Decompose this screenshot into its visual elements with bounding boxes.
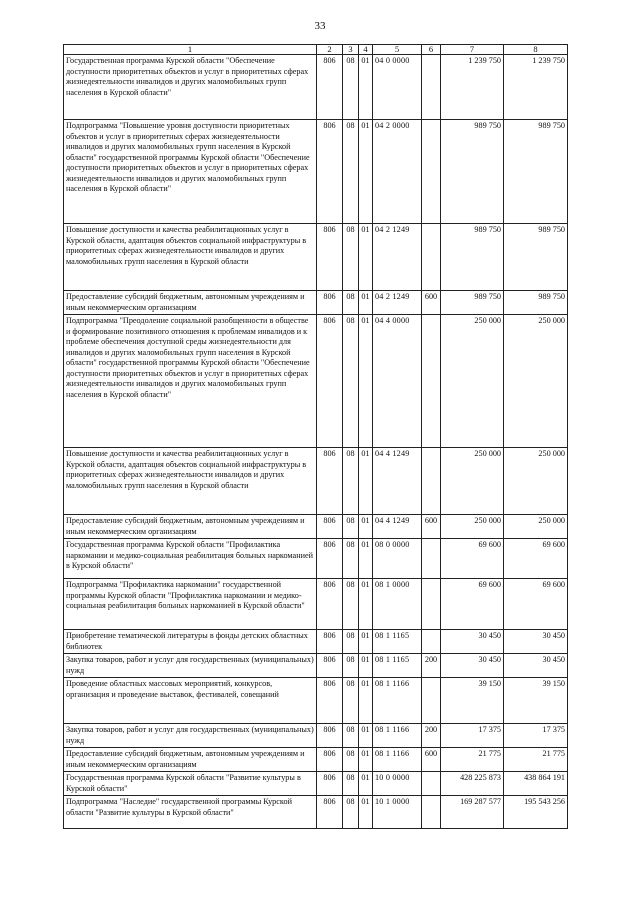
amount-year-1: 250 000 [441, 515, 504, 539]
ministry-code: 806 [317, 748, 343, 772]
subsection-code: 01 [359, 539, 373, 579]
table-row [64, 448, 568, 515]
amount-year-2: 69 600 [504, 579, 568, 630]
amount-year-1: 989 750 [441, 120, 504, 224]
column-header: 8 [504, 45, 568, 55]
section-code: 08 [343, 55, 359, 120]
section-code: 08 [343, 579, 359, 630]
subsection-code: 01 [359, 120, 373, 224]
section-code: 08 [343, 291, 359, 315]
amount-year-2: 195 543 256 [504, 796, 568, 829]
expense-type-code [422, 224, 441, 291]
target-article-code: 10 1 0000 [373, 796, 422, 829]
subsection-code: 01 [359, 579, 373, 630]
amount-year-1: 39 150 [441, 678, 504, 724]
target-article-code: 08 1 1165 [373, 630, 422, 654]
amount-year-2: 21 775 [504, 748, 568, 772]
budget-item-name: Приобретение тематической литературы в фонды детских областных библиотек [64, 630, 317, 654]
section-code: 08 [343, 654, 359, 678]
subsection-code: 01 [359, 748, 373, 772]
column-header: 5 [373, 45, 422, 55]
expense-type-code: 600 [422, 291, 441, 315]
section-code: 08 [343, 796, 359, 829]
table-row [64, 120, 568, 224]
expense-type-code: 200 [422, 724, 441, 748]
amount-year-2: 989 750 [504, 291, 568, 315]
budget-item-name: Государственная программа Курской области "Обеспечение доступности приоритетных объектов и услуг в приоритетных сферах жизнедеятельности инвалидов и других маломобильных групп населения в Курской области" [64, 55, 317, 120]
amount-year-1: 21 775 [441, 748, 504, 772]
table-row [64, 291, 568, 315]
amount-year-1: 250 000 [441, 315, 504, 448]
ministry-code: 806 [317, 678, 343, 724]
budget-item-name: Закупка товаров, работ и услуг для государственных (муниципальных) нужд [64, 724, 317, 748]
target-article-code: 04 2 0000 [373, 120, 422, 224]
amount-year-1: 169 287 577 [441, 796, 504, 829]
column-header: 1 [64, 45, 317, 55]
expense-type-code: 200 [422, 654, 441, 678]
budget-item-name: Подпрограмма "Профилактика наркомании" государственной программы Курской области "Профилактика наркомании и медико-социальная реабилитация больных наркоманией в Курской области" [64, 579, 317, 630]
target-article-code: 08 1 1166 [373, 678, 422, 724]
subsection-code: 01 [359, 796, 373, 829]
amount-year-1: 30 450 [441, 654, 504, 678]
target-article-code: 04 0 0000 [373, 55, 422, 120]
table-row [64, 224, 568, 291]
budget-item-name: Предоставление субсидий бюджетным, автономным учреждениям и иным некоммерческим организациям [64, 748, 317, 772]
amount-year-2: 250 000 [504, 515, 568, 539]
target-article-code: 04 4 0000 [373, 315, 422, 448]
amount-year-2: 30 450 [504, 654, 568, 678]
budget-item-name: Предоставление субсидий бюджетным, автономным учреждениям и иным некоммерческим организациям [64, 291, 317, 315]
ministry-code: 806 [317, 796, 343, 829]
budget-item-name: Повышение доступности и качества реабилитационных услуг в Курской области, адаптация объектов социальной инфраструктуры в приоритетных сферах жизнедеятельности инвалидов и других маломобильных групп населения в Курской области [64, 224, 317, 291]
column-number-header-row [64, 45, 568, 55]
expense-type-code [422, 315, 441, 448]
amount-year-1: 17 375 [441, 724, 504, 748]
subsection-code: 01 [359, 654, 373, 678]
table-row [64, 55, 568, 120]
table-row [64, 724, 568, 748]
ministry-code: 806 [317, 654, 343, 678]
ministry-code: 806 [317, 120, 343, 224]
table-row [64, 315, 568, 448]
amount-year-2: 1 239 750 [504, 55, 568, 120]
amount-year-2: 989 750 [504, 224, 568, 291]
expense-type-code [422, 539, 441, 579]
column-header: 2 [317, 45, 343, 55]
ministry-code: 806 [317, 55, 343, 120]
amount-year-1: 989 750 [441, 291, 504, 315]
target-article-code: 04 2 1249 [373, 224, 422, 291]
table-row [64, 515, 568, 539]
amount-year-2: 250 000 [504, 315, 568, 448]
amount-year-2: 39 150 [504, 678, 568, 724]
budget-item-name: Закупка товаров, работ и услуг для государственных (муниципальных) нужд [64, 654, 317, 678]
budget-table [63, 44, 568, 829]
table-row [64, 772, 568, 796]
table-row [64, 579, 568, 630]
section-code: 08 [343, 224, 359, 291]
amount-year-2: 69 600 [504, 539, 568, 579]
subsection-code: 01 [359, 224, 373, 291]
target-article-code: 04 4 1249 [373, 448, 422, 515]
target-article-code: 10 0 0000 [373, 772, 422, 796]
target-article-code: 08 1 1165 [373, 654, 422, 678]
amount-year-2: 438 864 191 [504, 772, 568, 796]
ministry-code: 806 [317, 579, 343, 630]
target-article-code: 04 2 1249 [373, 291, 422, 315]
section-code: 08 [343, 120, 359, 224]
expense-type-code [422, 120, 441, 224]
amount-year-2: 989 750 [504, 120, 568, 224]
amount-year-1: 428 225 873 [441, 772, 504, 796]
budget-item-name: Подпрограмма "Повышение уровня доступности приоритетных объектов и услуг в приоритетных сферах жизнедеятельности инвалидов и других маломобильных групп населения в Курской области" государственной программы Курской области "Обеспечение доступности приоритетных объектов и услуг в приоритетных сферах жизнедеятельности инвалидов и других маломобильных групп населения в Курской области" [64, 120, 317, 224]
subsection-code: 01 [359, 315, 373, 448]
amount-year-2: 250 000 [504, 448, 568, 515]
expense-type-code [422, 448, 441, 515]
target-article-code: 08 1 0000 [373, 579, 422, 630]
column-header: 3 [343, 45, 359, 55]
subsection-code: 01 [359, 724, 373, 748]
column-header: 6 [422, 45, 441, 55]
subsection-code: 01 [359, 515, 373, 539]
amount-year-1: 69 600 [441, 579, 504, 630]
subsection-code: 01 [359, 291, 373, 315]
target-article-code: 08 1 1166 [373, 748, 422, 772]
budget-item-name: Проведение областных массовых мероприятий, конкурсов, организация и проведение выставок, фестивалей, совещаний [64, 678, 317, 724]
section-code: 08 [343, 724, 359, 748]
ministry-code: 806 [317, 539, 343, 579]
expense-type-code [422, 772, 441, 796]
section-code: 08 [343, 748, 359, 772]
budget-item-name: Государственная программа Курской области "Развитие культуры в Курской области" [64, 772, 317, 796]
target-article-code: 08 1 1166 [373, 724, 422, 748]
budget-item-name: Государственная программа Курской области "Профилактика наркомании и медико-социальная реабилитация больных наркоманией в Курской области" [64, 539, 317, 579]
table-row [64, 630, 568, 654]
target-article-code: 04 4 1249 [373, 515, 422, 539]
section-code: 08 [343, 630, 359, 654]
amount-year-2: 17 375 [504, 724, 568, 748]
ministry-code: 806 [317, 772, 343, 796]
budget-item-name: Повышение доступности и качества реабилитационных услуг в Курской области, адаптация объектов социальной инфраструктуры в приоритетных сферах жизнедеятельности инвалидов и других маломобильных групп населения в Курской области [64, 448, 317, 515]
expense-type-code [422, 796, 441, 829]
subsection-code: 01 [359, 55, 373, 120]
table-row [64, 748, 568, 772]
amount-year-1: 250 000 [441, 448, 504, 515]
expense-type-code: 600 [422, 748, 441, 772]
expense-type-code [422, 579, 441, 630]
budget-item-name: Подпрограмма "Наследие" государственной программы Курской области "Развитие культуры в Курской области" [64, 796, 317, 829]
section-code: 08 [343, 678, 359, 724]
section-code: 08 [343, 448, 359, 515]
subsection-code: 01 [359, 678, 373, 724]
page-number: 33 [314, 20, 326, 32]
table-row [64, 678, 568, 724]
amount-year-2: 30 450 [504, 630, 568, 654]
ministry-code: 806 [317, 315, 343, 448]
subsection-code: 01 [359, 772, 373, 796]
ministry-code: 806 [317, 724, 343, 748]
budget-item-name: Предоставление субсидий бюджетным, автономным учреждениям и иным некоммерческим организациям [64, 515, 317, 539]
column-header: 7 [441, 45, 504, 55]
amount-year-1: 30 450 [441, 630, 504, 654]
amount-year-1: 1 239 750 [441, 55, 504, 120]
section-code: 08 [343, 772, 359, 796]
table-row [64, 539, 568, 579]
expense-type-code [422, 678, 441, 724]
expense-type-code: 600 [422, 515, 441, 539]
section-code: 08 [343, 539, 359, 579]
section-code: 08 [343, 515, 359, 539]
ministry-code: 806 [317, 291, 343, 315]
budget-item-name: Подпрограмма "Преодоление социальной разобщенности в обществе и формирование позитивного отношения к проблемам инвалидов и к проблеме обеспечения доступной среды жизнедеятельности для инвалидов и других маломобильных групп населения в Курской области" государственной программы Курской области "Обеспечение доступности приоритетных объектов и услуг в приоритетных сферах жизнедеятельности инвалидов и других маломобильных групп населения в Курской области" [64, 315, 317, 448]
ministry-code: 806 [317, 224, 343, 291]
target-article-code: 08 0 0000 [373, 539, 422, 579]
section-code: 08 [343, 315, 359, 448]
amount-year-1: 989 750 [441, 224, 504, 291]
expense-type-code [422, 55, 441, 120]
ministry-code: 806 [317, 630, 343, 654]
expense-type-code [422, 630, 441, 654]
table-row [64, 654, 568, 678]
amount-year-1: 69 600 [441, 539, 504, 579]
subsection-code: 01 [359, 630, 373, 654]
ministry-code: 806 [317, 448, 343, 515]
subsection-code: 01 [359, 448, 373, 515]
ministry-code: 806 [317, 515, 343, 539]
table-row [64, 796, 568, 829]
column-header: 4 [359, 45, 373, 55]
